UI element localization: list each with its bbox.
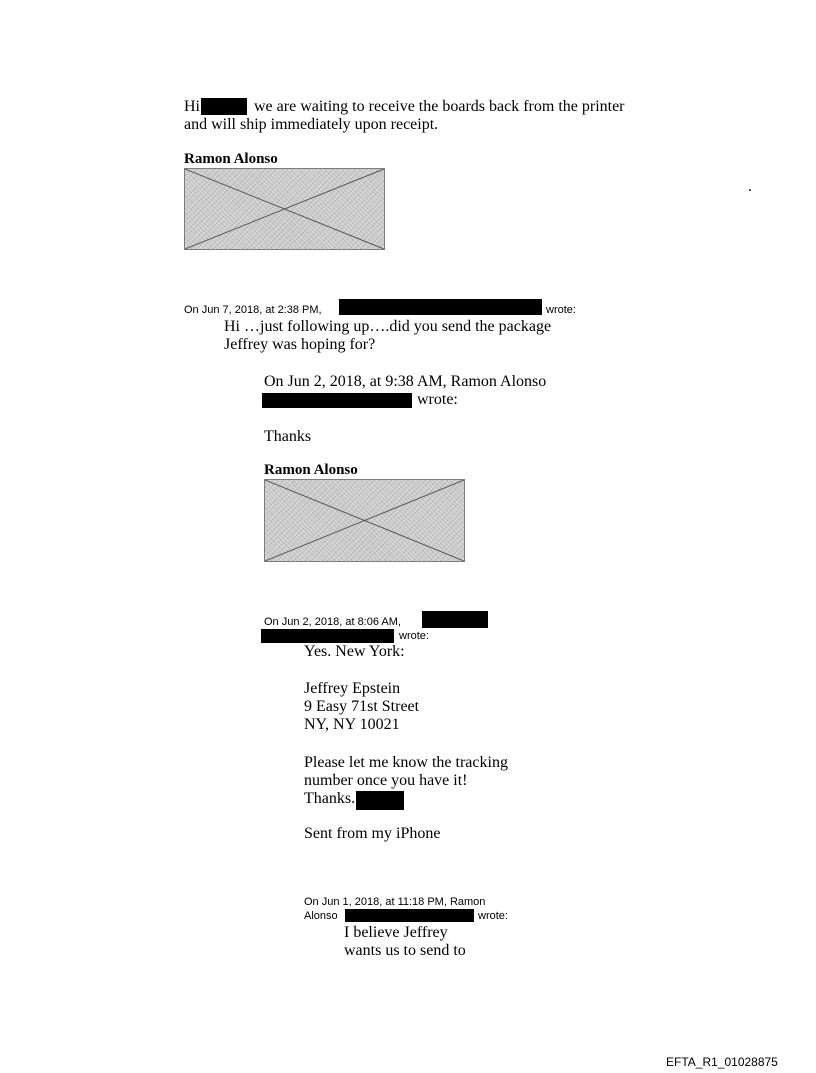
quote-header: On Jun 2, 2018, at 8:06 AM, [264,616,401,628]
quote-body-line: Jeffrey was hoping for? [224,336,376,353]
stray-dot: . [748,178,752,195]
quote-header-wrote: wrote: [399,630,429,642]
redaction-bar [261,629,394,643]
quote-body-line: Yes. New York: [304,643,405,660]
broken-image-placeholder [264,479,465,562]
redaction-bar [262,393,412,408]
redaction-bar [422,611,488,628]
redaction-bar [356,791,404,810]
redaction-bar [345,909,474,922]
quote-header: On Jun 7, 2018, at 2:38 PM, [184,304,322,316]
quote-header: Alonso [304,910,338,922]
signature-name: Ramon Alonso [184,151,278,167]
message-line: we are waiting to receive the boards back from the printer [254,98,625,115]
address-street: 9 Easy 71st Street [304,698,420,715]
address-city: NY, NY 10021 [304,716,400,733]
redaction-bar [339,299,542,315]
quote-header-wrote: wrote: [417,391,458,408]
quote-body-line: Hi …just following up….did you send the package [224,318,552,335]
quote-body-line: number once you have it! [304,772,468,789]
sent-from-line: Sent from my iPhone [304,825,441,842]
redaction-bar [201,98,247,115]
quote-body-line: I believe Jeffrey [344,924,448,941]
signature-name: Ramon Alonso [264,462,358,478]
broken-image-icon [265,480,464,561]
broken-image-icon [185,169,384,249]
quote-header-wrote: wrote: [478,910,508,922]
quote-body-line: Please let me know the tracking [304,754,508,771]
message-line: and will ship immediately upon receipt. [184,116,439,133]
quote-header: On Jun 1, 2018, at 11:18 PM, Ramon [304,896,486,908]
broken-image-placeholder [184,168,385,250]
document-id: EFTA_R1_01028875 [666,1055,778,1069]
quote-body-line: wants us to send to [344,942,466,959]
quote-header: On Jun 2, 2018, at 9:38 AM, Ramon Alonso [264,373,547,390]
quote-header-wrote: wrote: [546,304,576,316]
address-name: Jeffrey Epstein [304,680,401,697]
quote-body-line: Thanks. [304,790,356,807]
greeting-hi: Hi [184,98,200,115]
quote-body-line: Thanks [264,428,312,445]
